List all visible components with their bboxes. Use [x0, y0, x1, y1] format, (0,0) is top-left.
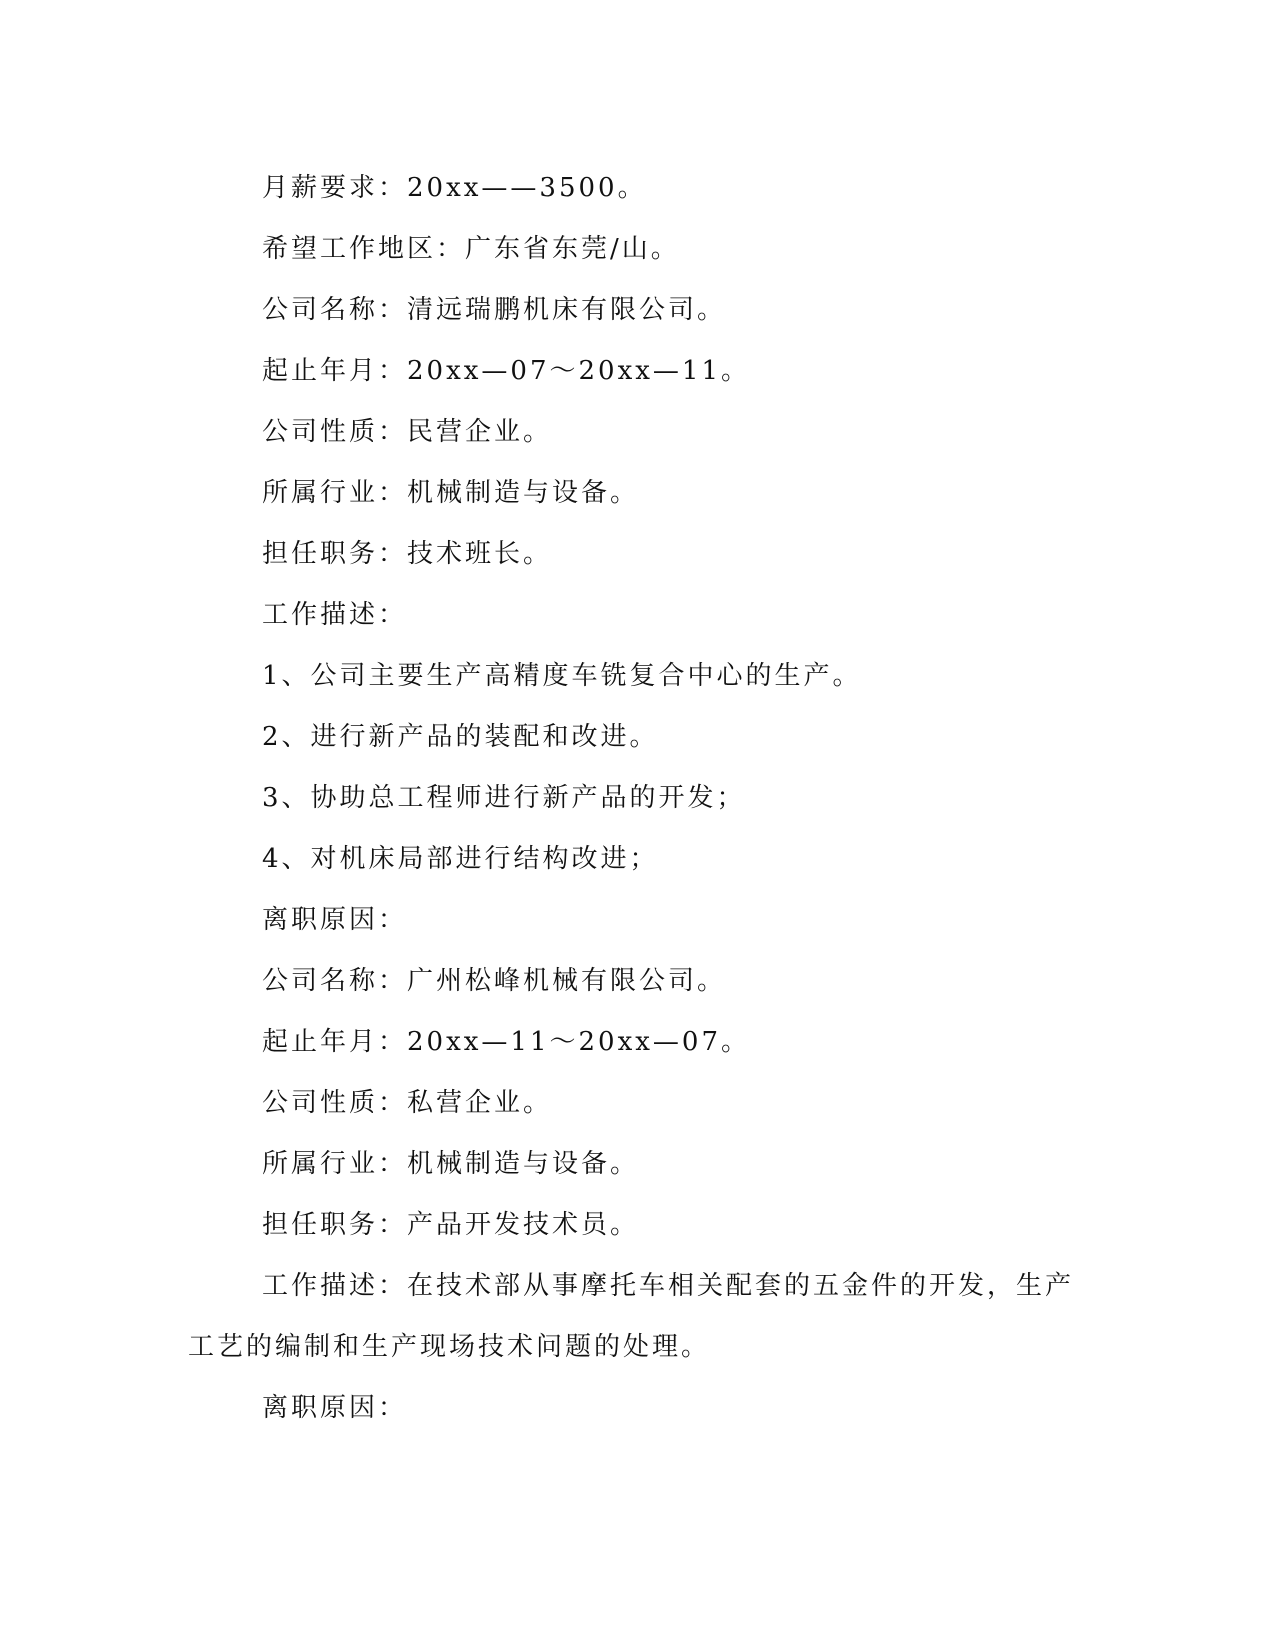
industry-2: 所属行业：机械制造与设备。	[262, 1149, 640, 1179]
job-description-heading-1: 工作描述：	[262, 600, 408, 630]
document-body	[188, 158, 1078, 1439]
duty-item-2: 2、进行新产品的装配和改进。	[262, 722, 659, 752]
leaving-reason-1: 离职原因：	[262, 905, 408, 935]
position-1: 担任职务：技术班长。	[262, 539, 553, 569]
company-type-1: 公司性质：民营企业。	[262, 417, 553, 447]
position-2: 担任职务：产品开发技术员。	[262, 1210, 640, 1240]
duty-item-3: 3、协助总工程师进行新产品的开发；	[262, 783, 746, 813]
company-name-2: 公司名称：广州松峰机械有限公司。	[262, 966, 727, 996]
employment-period-2: 起止年月：20xx—11～20xx—07。	[262, 1027, 750, 1057]
company-name-1: 公司名称：清远瑞鹏机床有限公司。	[262, 295, 727, 325]
company-type-2: 公司性质：私营企业。	[262, 1088, 553, 1118]
leaving-reason-2: 离职原因：	[262, 1393, 408, 1423]
duty-item-4: 4、对机床局部进行结构改进；	[262, 844, 659, 874]
desired-work-region: 希望工作地区：广东省东莞/山。	[262, 234, 680, 264]
job-description-2: 工作描述：在技术部从事摩托车相关配套的五金件的开发，生产工艺的编制和生产现场技术问题的处理。	[188, 1271, 1075, 1362]
duty-item-1: 1、公司主要生产高精度车铣复合中心的生产。	[262, 661, 862, 691]
employment-period-1: 起止年月：20xx—07～20xx—11。	[262, 356, 750, 386]
salary-requirement: 月薪要求：20xx——3500。	[262, 173, 647, 203]
industry-1: 所属行业：机械制造与设备。	[262, 478, 640, 508]
